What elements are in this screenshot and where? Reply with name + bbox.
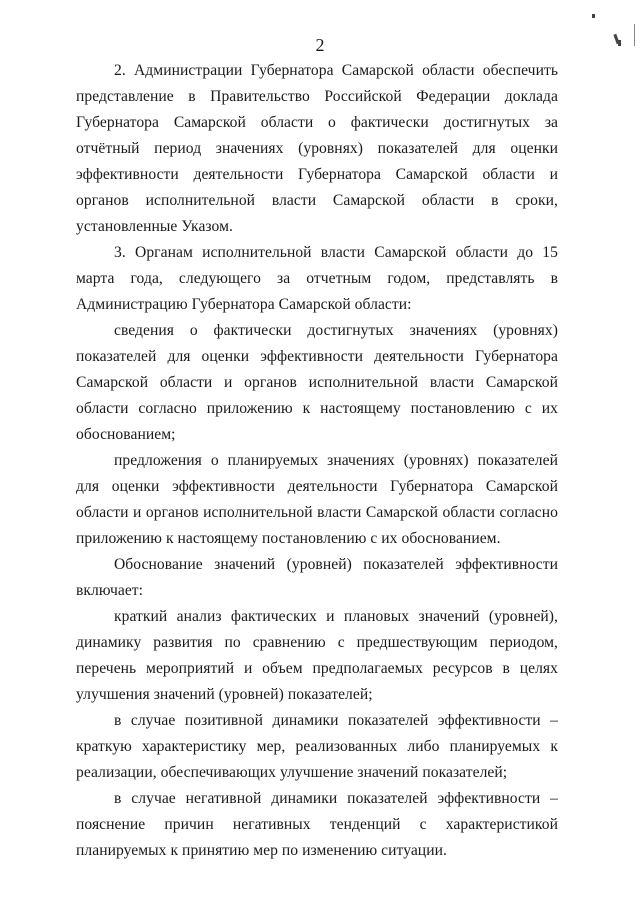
paragraph-facts: сведения о фактически достигнутых значениях (уровнях) показателей для оценки эффективности деятельности Губернатора Самарской области и органов исполнительной власти Самарской области согласно приложению к настоящему постановлению с их обоснованием; — [76, 322, 558, 443]
paragraph-item-2: 2. Администрации Губернатора Самарской области обеспечить представление в Правительство Российской Федерации доклада Губернатора Самарской области о фактически достигнутых за отчётный период значениях (уровнях) показателей для оценки эффективности деятельности Губернатора Самарской области и органов исполнительной власти Самарской области в сроки, установленные Указом. — [76, 62, 558, 235]
page-number: 2 — [315, 35, 325, 55]
paragraph-justification-intro: Обоснование значений (уровней) показателей эффективности включает: — [76, 556, 558, 599]
paragraph-proposals: предложения о планируемых значениях (уровнях) показателей для оценки эффективности деятельности Губернатора Самарской области и органов исполнительной власти Самарской области согласно приложению к настоящему постановлению с их обоснованием. — [76, 452, 558, 547]
paragraph-positive-dynamics: в случае позитивной динамики показателей эффективности – краткую характеристику мер, реализованных либо планируемых к реализации, обеспечивающих улучшение значений показателей; — [76, 712, 558, 781]
paragraph-negative-dynamics: в случае негативной динамики показателей эффективности – пояснение причин негативных тенденций с характеристикой планируемых к принятию мер по изменению ситуации. — [76, 790, 558, 859]
paragraph-brief-analysis: краткий анализ фактических и плановых значений (уровней), динамику развития по сравнению с предшествующим периодом, перечень мероприятий и объем предполагаемых ресурсов в целях улучшения значений (уровней) показателей; — [76, 608, 558, 703]
document-body — [76, 58, 558, 864]
scan-artifact-dot — [592, 14, 595, 18]
paragraph-item-3: 3. Органам исполнительной власти Самарской области до 15 марта года, следующего за отчетным годом, представлять в Администрацию Губернатора Самарской области: — [76, 244, 558, 313]
